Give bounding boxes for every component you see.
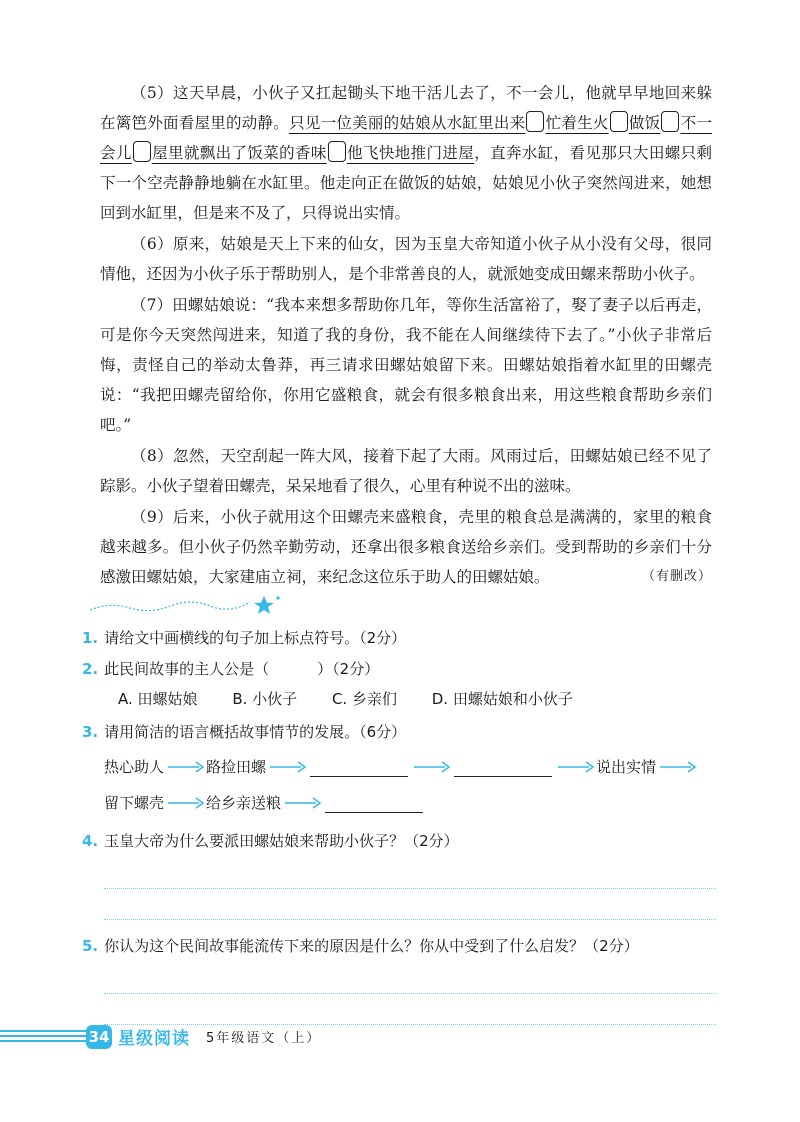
arrow-right-icon [660, 761, 696, 773]
question-1: 1. 请给文中画横线的句子加上标点符号。（2分） [82, 629, 407, 647]
question-2-options [118, 686, 722, 712]
question-3: 3. 请用简洁的语言概括故事情节的发展。（6分） [82, 723, 407, 741]
page-number: 34 [86, 1025, 112, 1049]
arrow-right-icon [414, 761, 450, 773]
answer-line[interactable] [104, 858, 716, 889]
punctuation-box[interactable] [610, 111, 628, 132]
question-5: 5. 你认为这个民间故事能流传下来的原因是什么？你从中受到了什么启发？（2分） [82, 937, 639, 955]
grade-label: 5年级语文（上） [206, 1031, 322, 1046]
paragraph-5: （5）这天早晨，小伙子又扛起锄头下地干活儿去了，不一会儿，他就早早地回来躲在篱笆外面看屋里的动静。只见一位美丽的姑娘从水缸里出来 忙着生火 做饭 不一会儿 屋里就飘出了饭菜的香味 他飞快地推门进屋，直奔水缸，看见那只大田螺只剩下一个空壳静静地躺在水缸里。他走向正在做饭的姑娘，姑娘见小伙子突然闯进来，她想回到水缸里，但是来不及了，只得说出实情。 [100, 84, 712, 222]
paragraph-6: （6）原来，姑娘是天上下来的仙女，因为玉皇大帝知道小伙子从小没有父母，很同情他，还因为小伙子乐于帮助别人，是个非常善良的人，就派她变成田螺来帮助小伙子。 [100, 235, 712, 283]
option-d[interactable]: D. 田螺姑娘和小伙子 [431, 690, 573, 708]
flow-step: 路捡田螺 [206, 758, 267, 776]
footer-rule [0, 1030, 86, 1044]
page-footer [0, 1016, 800, 1056]
question-2: 2. 此民间故事的主人公是（ ）（2分） [82, 660, 380, 678]
flow-step: 给乡亲送粮 [206, 794, 282, 812]
answer-line[interactable] [104, 963, 716, 994]
answer-blank[interactable] [454, 758, 552, 777]
punctuation-box[interactable] [661, 111, 679, 132]
punctuation-box[interactable] [133, 141, 151, 162]
arrow-right-icon [168, 761, 204, 773]
paragraph-8: （8）忽然，天空刮起一阵大风，接着下起了大雨。风雨过后，田螺姑娘已经不见了踪影。小伙子望着田螺壳，呆呆地看了很久，心里有种说不出的滋味。 [100, 447, 712, 495]
option-b[interactable]: B. 小伙子 [232, 690, 298, 708]
question-4: 4. 玉皇大帝为什么要派田螺姑娘来帮助小伙子？（2分） [82, 832, 459, 850]
underlined-sentence: 只见一位美丽的姑娘从水缸里出来 忙着生火 做饭 不一会儿 屋里就飘出了饭菜的香味 他飞快地推门进屋 [100, 114, 712, 162]
answer-blank[interactable] [310, 758, 408, 777]
brand-logo: 星级阅读 [118, 1029, 190, 1049]
arrow-right-icon [270, 761, 306, 773]
punctuation-box[interactable] [328, 141, 346, 162]
story-text [100, 78, 712, 593]
flow-row-2 [104, 785, 722, 821]
paragraph-9: （9）后来，小伙子就用这个田螺壳来盛粮食，壳里的粮食总是满满的，家里的粮食越来越多。但小伙子仍然辛勤劳动，还拿出很多粮食送给乡亲们。受到帮助的乡亲们十分感激田螺姑娘，大家建庙立祠，来纪念这位乐于助人的田螺姑娘。 （有删改） [100, 502, 712, 592]
flow-step: 说出实情 [596, 758, 657, 776]
source-note: （有删改） [641, 569, 712, 584]
paragraph-7: （7）田螺姑娘说：“我本来想多帮助你几年，等你生活富裕了，娶了妻子以后再走，可是你今天突然闯进来，知道了我的身份，我不能在人间继续待下去了。”小伙子非常后悔，责怪自己的举动太鲁莽，再三请求田螺姑娘留下来。田螺姑娘指着水缸里的田螺壳说：“我把田螺壳留给你，你用它盛粮食，就会有很多粮食出来，用这些粮食帮助乡亲们吧。” [100, 296, 712, 434]
option-a[interactable]: A. 田螺姑娘 [118, 690, 198, 708]
plot-flow [104, 749, 722, 821]
questions-section [82, 624, 722, 1025]
option-c[interactable]: C. 乡亲们 [331, 690, 397, 708]
arrow-right-icon [168, 797, 204, 809]
arrow-right-icon [558, 761, 594, 773]
star-icon [254, 596, 274, 614]
wavy-divider-icon [90, 592, 290, 622]
punctuation-box[interactable] [526, 111, 544, 132]
flow-step: 留下螺壳 [104, 794, 165, 812]
flow-row-1 [104, 749, 722, 785]
answer-line[interactable] [104, 889, 716, 920]
arrow-right-icon [285, 797, 321, 809]
flow-step: 热心助人 [104, 758, 165, 776]
answer-blank[interactable] [325, 794, 423, 813]
